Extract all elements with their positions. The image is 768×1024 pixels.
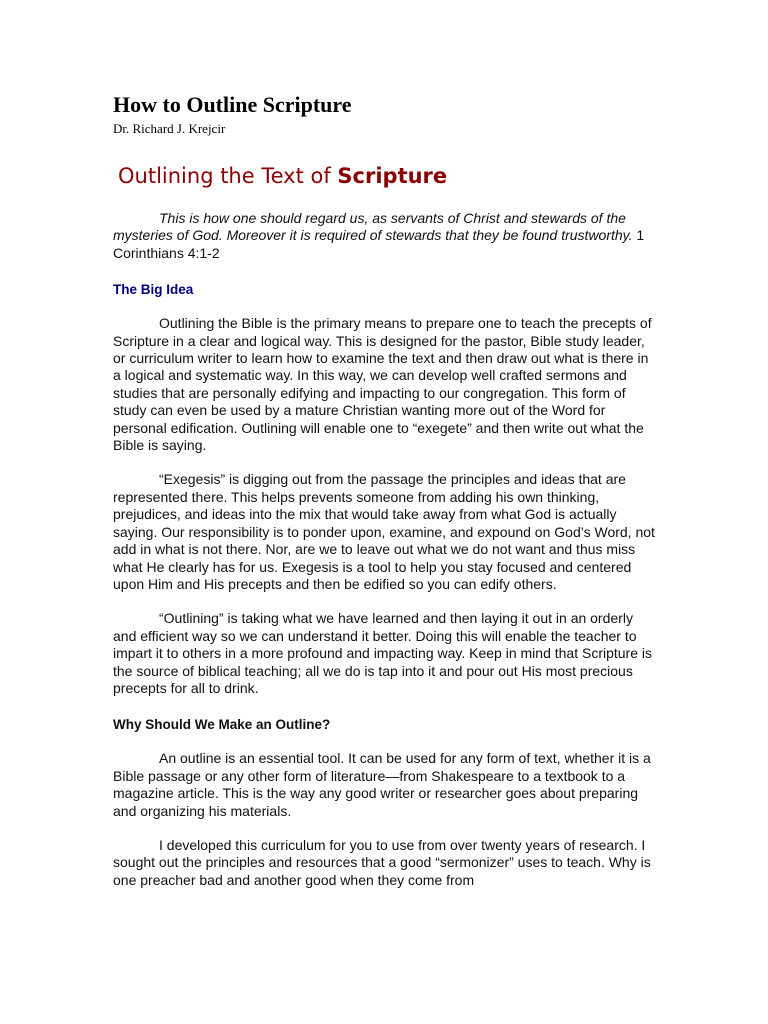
section-heading-plain: Outlining the Text of: [118, 164, 338, 188]
paragraph-4: An outline is an essential tool. It can be used for any form of text, whether it is a Bible passage or any other form of literature—from Shakespeare to a textbook to a magazine article. This is the way any good writer or researcher goes about preparing and organizing his materials.: [113, 750, 651, 819]
paragraph-2: “Exegesis” is digging out from the passage the principles and ideas that are represented there. This helps prevents someone from adding his own thinking, prejudices, and ideas into the mix that would take away from what God is actually saying. Our responsibility is to ponder upon, examine, and expound on God’s Word, not add in what is not there. Nor, are we to leave out what we do not want and thus miss what He clearly has for us. Exegesis is a tool to help you stay focused and centered upon Him and His precepts and then be edified so you can edify others.: [113, 471, 655, 592]
document-body: [113, 92, 658, 889]
document-author: Dr. Richard J. Krejcir: [113, 121, 226, 136]
section-heading-emphasis: Scripture: [337, 164, 448, 188]
paragraph-3: “Outlining” is taking what we have learned and then laying it out in an orderly and efficient way so we can understand it better. Doing this will enable the teacher to impart it to others in a more profound and impacting way. Keep in mind that Scripture is the source of biblical teaching; all we do is tap into it and pour out His most precious precepts for all to drink.: [113, 610, 653, 696]
paragraph-1: Outlining the Bible is the primary means to prepare one to teach the precepts of Scripture in a clear and logical way. This is designed for the pastor, Bible study leader, or curriculum writer to learn how to examine the text and then draw out what is there in a logical and systematic way. In this way, we can develop well crafted sermons and studies that are personally edifying and impacting to our congregation. This form of study can even be used by a mature Christian wanting more out of the Word for personal edification. Outlining will enable one to “exegete” and then write out what the Bible is saying.: [113, 315, 652, 454]
section-heading: [118, 163, 658, 189]
quote-reference: 1 Corinthians 4:1-2: [113, 227, 645, 261]
heading-big-idea: The Big Idea: [113, 282, 194, 298]
scripture-quote: [113, 210, 658, 262]
heading-why-outline: Why Should We Make an Outline?: [113, 717, 331, 733]
document-title: How to Outline Scripture: [113, 92, 352, 117]
quote-text: This is how one should regard us, as servants of Christ and stewards of the mysteries of God. Moreover it is required of stewards that they be found trustworthy.: [113, 210, 633, 244]
paragraph-5: I developed this curriculum for you to use from over twenty years of research. I sought out the principles and resources that a good “sermonizer” uses to teach. Why is one preacher bad and another good when they come from: [113, 836, 651, 888]
